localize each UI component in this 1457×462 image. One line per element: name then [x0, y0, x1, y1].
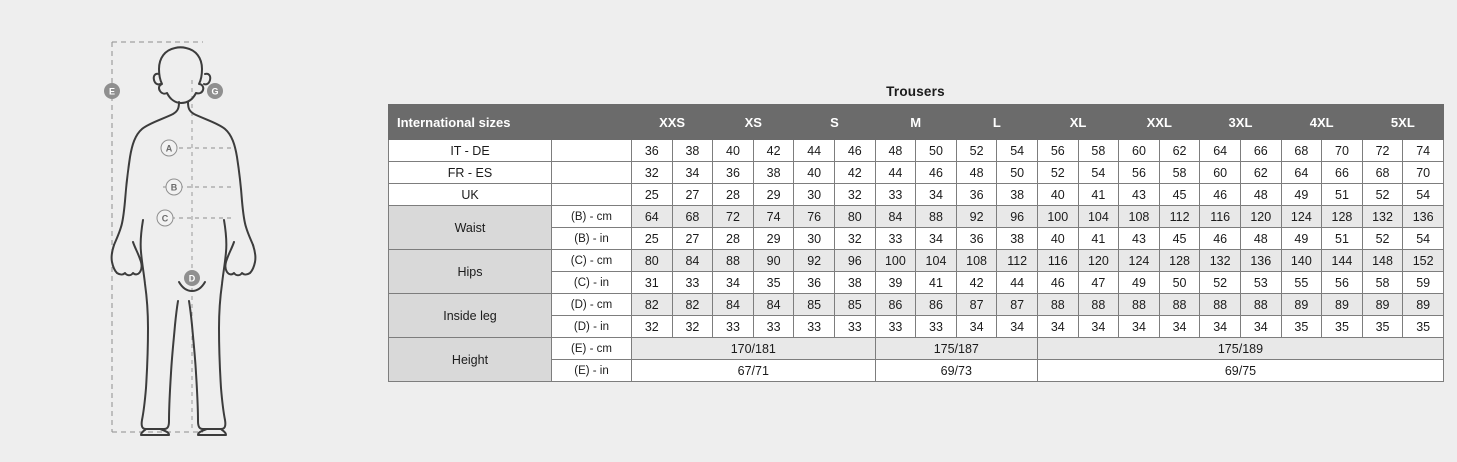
cell: 84 [672, 250, 713, 272]
cell: 52 [1362, 184, 1403, 206]
cell: 38 [834, 272, 875, 294]
cell: 92 [794, 250, 835, 272]
cell: 80 [632, 250, 673, 272]
cell: 48 [1240, 184, 1281, 206]
cell: 33 [875, 316, 916, 338]
cell: 112 [997, 250, 1038, 272]
cell: 49 [1281, 184, 1322, 206]
cell: 44 [794, 140, 835, 162]
marker-G [207, 83, 223, 99]
cell: 104 [1078, 206, 1119, 228]
cell: 52 [1200, 272, 1241, 294]
cell: 100 [1037, 206, 1078, 228]
marker-D [184, 270, 200, 286]
marker-A [161, 140, 177, 156]
header-size-3xl: 3XL [1200, 105, 1281, 140]
cell: 59 [1403, 272, 1444, 294]
cell: 50 [1159, 272, 1200, 294]
cell: 43 [1119, 184, 1160, 206]
cell: 33 [794, 316, 835, 338]
row-sub-inside-leg-in: (D) - in [552, 316, 632, 338]
cell: 55 [1281, 272, 1322, 294]
cell: 34 [672, 162, 713, 184]
header-size-xxs: XXS [632, 105, 713, 140]
cell: 80 [834, 206, 875, 228]
cell: 116 [1037, 250, 1078, 272]
row-label-height: Height [389, 338, 552, 382]
row-label-hips: Hips [389, 250, 552, 294]
cell: 148 [1362, 250, 1403, 272]
cell: 40 [794, 162, 835, 184]
cell: 34 [916, 184, 957, 206]
table-row [389, 140, 1444, 162]
cell: 30 [794, 228, 835, 250]
cell-height-in-group-1: 67/71 [632, 360, 876, 382]
cell: 68 [672, 206, 713, 228]
cell: 41 [1078, 184, 1119, 206]
svg-text:B: B [170, 182, 178, 193]
cell: 27 [672, 228, 713, 250]
cell-height-cm-group-2: 175/187 [875, 338, 1037, 360]
cell: 88 [1240, 294, 1281, 316]
cell: 74 [753, 206, 794, 228]
cell: 52 [1037, 162, 1078, 184]
cell: 112 [1159, 206, 1200, 228]
svg-text:C: C [161, 213, 169, 224]
cell: 40 [1037, 228, 1078, 250]
cell: 36 [713, 162, 754, 184]
cell: 34 [1159, 316, 1200, 338]
cell: 124 [1281, 206, 1322, 228]
header-size-5xl: 5XL [1362, 105, 1443, 140]
table-row [389, 294, 1444, 316]
cell: 84 [875, 206, 916, 228]
cell: 120 [1240, 206, 1281, 228]
cell: 35 [1362, 316, 1403, 338]
cell: 60 [1119, 140, 1160, 162]
cell: 72 [1362, 140, 1403, 162]
header-sub-blank [552, 105, 632, 140]
cell: 49 [1281, 228, 1322, 250]
cell: 36 [956, 228, 997, 250]
cell: 33 [713, 316, 754, 338]
svg-text:D: D [188, 273, 196, 284]
cell: 38 [672, 140, 713, 162]
row-sub-waist-in: (B) - in [552, 228, 632, 250]
cell: 38 [997, 228, 1038, 250]
cell: 68 [1281, 140, 1322, 162]
trousers-size-table [388, 104, 1444, 382]
cell: 140 [1281, 250, 1322, 272]
cell: 46 [834, 140, 875, 162]
cell: 44 [875, 162, 916, 184]
cell: 124 [1119, 250, 1160, 272]
cell: 84 [753, 294, 794, 316]
cell: 92 [956, 206, 997, 228]
cell: 35 [1322, 316, 1363, 338]
cell: 42 [834, 162, 875, 184]
cell: 128 [1159, 250, 1200, 272]
row-label-inside-leg: Inside leg [389, 294, 552, 338]
table-row [389, 206, 1444, 228]
cell: 28 [713, 184, 754, 206]
cell: 88 [1159, 294, 1200, 316]
cell: 152 [1403, 250, 1444, 272]
marker-B [166, 179, 182, 195]
row-label-it-de: IT - DE [389, 140, 552, 162]
cell: 36 [794, 272, 835, 294]
header-size-m: M [875, 105, 956, 140]
cell: 38 [753, 162, 794, 184]
cell: 82 [672, 294, 713, 316]
header-international-sizes: International sizes [389, 105, 552, 140]
cell: 66 [1322, 162, 1363, 184]
table-row [389, 338, 1444, 360]
cell: 89 [1362, 294, 1403, 316]
cell: 32 [632, 162, 673, 184]
cell: 128 [1322, 206, 1363, 228]
cell: 36 [632, 140, 673, 162]
cell: 66 [1240, 140, 1281, 162]
cell: 41 [1078, 228, 1119, 250]
cell: 88 [1037, 294, 1078, 316]
cell: 34 [997, 316, 1038, 338]
cell: 136 [1403, 206, 1444, 228]
cell: 34 [1119, 316, 1160, 338]
header-size-xs: XS [713, 105, 794, 140]
svg-text:E: E [108, 86, 116, 97]
cell: 44 [997, 272, 1038, 294]
cell: 27 [672, 184, 713, 206]
cell: 88 [916, 206, 957, 228]
cell: 132 [1200, 250, 1241, 272]
header-size-xl: XL [1037, 105, 1118, 140]
cell: 136 [1240, 250, 1281, 272]
cell: 25 [632, 228, 673, 250]
cell: 88 [713, 250, 754, 272]
cell: 87 [956, 294, 997, 316]
cell: 34 [1240, 316, 1281, 338]
cell: 90 [753, 250, 794, 272]
cell: 33 [753, 316, 794, 338]
cell: 28 [713, 228, 754, 250]
cell: 29 [753, 228, 794, 250]
cell: 60 [1200, 162, 1241, 184]
header-size-xxl: XXL [1119, 105, 1200, 140]
row-sub-it-de [552, 140, 632, 162]
header-size-l: L [956, 105, 1037, 140]
cell: 58 [1362, 272, 1403, 294]
cell: 38 [997, 184, 1038, 206]
cell: 25 [632, 184, 673, 206]
cell: 34 [1078, 316, 1119, 338]
cell: 86 [875, 294, 916, 316]
cell: 48 [875, 140, 916, 162]
cell: 33 [834, 316, 875, 338]
svg-text:G: G [211, 86, 219, 97]
cell: 35 [1403, 316, 1444, 338]
row-sub-height-in: (E) - in [552, 360, 632, 382]
cell: 89 [1322, 294, 1363, 316]
row-label-fr-es: FR - ES [389, 162, 552, 184]
table-header-row [389, 105, 1444, 140]
cell: 54 [997, 140, 1038, 162]
cell: 34 [1200, 316, 1241, 338]
cell: 87 [997, 294, 1038, 316]
cell: 108 [1119, 206, 1160, 228]
cell: 40 [713, 140, 754, 162]
cell: 33 [672, 272, 713, 294]
table-row [389, 162, 1444, 184]
cell: 54 [1403, 184, 1444, 206]
cell: 120 [1078, 250, 1119, 272]
cell: 132 [1362, 206, 1403, 228]
cell: 72 [713, 206, 754, 228]
body-measurement-figure [75, 20, 375, 450]
cell: 89 [1281, 294, 1322, 316]
row-sub-waist-cm: (B) - cm [552, 206, 632, 228]
row-sub-hips-in: (C) - in [552, 272, 632, 294]
cell: 70 [1403, 162, 1444, 184]
cell: 51 [1322, 184, 1363, 206]
cell: 104 [916, 250, 957, 272]
table-title: Trousers [886, 84, 945, 99]
header-size-s: S [794, 105, 875, 140]
cell: 144 [1322, 250, 1363, 272]
cell-height-cm-group-3: 175/189 [1037, 338, 1443, 360]
cell: 32 [632, 316, 673, 338]
cell: 58 [1159, 162, 1200, 184]
cell: 39 [875, 272, 916, 294]
cell: 42 [956, 272, 997, 294]
cell: 33 [875, 184, 916, 206]
cell: 35 [1281, 316, 1322, 338]
cell: 51 [1322, 228, 1363, 250]
cell: 53 [1240, 272, 1281, 294]
cell: 56 [1037, 140, 1078, 162]
cell: 64 [632, 206, 673, 228]
cell: 33 [916, 316, 957, 338]
size-table-container [388, 84, 1443, 382]
cell: 40 [1037, 184, 1078, 206]
cell: 46 [1200, 228, 1241, 250]
cell-height-in-group-3: 69/75 [1037, 360, 1443, 382]
cell: 48 [1240, 228, 1281, 250]
cell: 86 [916, 294, 957, 316]
cell: 41 [916, 272, 957, 294]
cell: 45 [1159, 228, 1200, 250]
svg-text:A: A [165, 143, 173, 154]
cell: 100 [875, 250, 916, 272]
cell: 88 [1078, 294, 1119, 316]
cell: 34 [713, 272, 754, 294]
row-sub-fr-es [552, 162, 632, 184]
cell: 43 [1119, 228, 1160, 250]
cell: 62 [1240, 162, 1281, 184]
cell: 82 [632, 294, 673, 316]
row-sub-inside-leg-cm: (D) - cm [552, 294, 632, 316]
cell: 46 [1037, 272, 1078, 294]
marker-C [157, 210, 173, 226]
cell: 45 [1159, 184, 1200, 206]
cell: 70 [1322, 140, 1363, 162]
cell: 34 [956, 316, 997, 338]
row-sub-uk [552, 184, 632, 206]
cell: 32 [834, 228, 875, 250]
cell: 54 [1078, 162, 1119, 184]
cell: 58 [1078, 140, 1119, 162]
cell: 50 [916, 140, 957, 162]
cell: 47 [1078, 272, 1119, 294]
cell: 74 [1403, 140, 1444, 162]
cell: 52 [956, 140, 997, 162]
cell: 88 [1119, 294, 1160, 316]
cell: 96 [834, 250, 875, 272]
cell: 116 [1200, 206, 1241, 228]
header-size-4xl: 4XL [1281, 105, 1362, 140]
table-row [389, 184, 1444, 206]
cell-height-cm-group-1: 170/181 [632, 338, 876, 360]
cell: 33 [875, 228, 916, 250]
cell: 62 [1159, 140, 1200, 162]
cell: 85 [834, 294, 875, 316]
cell-height-in-group-2: 69/73 [875, 360, 1037, 382]
cell: 85 [794, 294, 835, 316]
row-label-waist: Waist [389, 206, 552, 250]
cell: 64 [1200, 140, 1241, 162]
cell: 46 [916, 162, 957, 184]
cell: 52 [1362, 228, 1403, 250]
cell: 88 [1200, 294, 1241, 316]
cell: 46 [1200, 184, 1241, 206]
cell: 76 [794, 206, 835, 228]
cell: 64 [1281, 162, 1322, 184]
row-label-uk: UK [389, 184, 552, 206]
cell: 48 [956, 162, 997, 184]
cell: 96 [997, 206, 1038, 228]
cell: 54 [1403, 228, 1444, 250]
cell: 49 [1119, 272, 1160, 294]
table-row [389, 250, 1444, 272]
cell: 32 [834, 184, 875, 206]
cell: 35 [753, 272, 794, 294]
cell: 56 [1119, 162, 1160, 184]
cell: 34 [1037, 316, 1078, 338]
cell: 108 [956, 250, 997, 272]
cell: 34 [916, 228, 957, 250]
cell: 30 [794, 184, 835, 206]
cell: 56 [1322, 272, 1363, 294]
cell: 42 [753, 140, 794, 162]
cell: 36 [956, 184, 997, 206]
cell: 89 [1403, 294, 1444, 316]
cell: 31 [632, 272, 673, 294]
row-sub-hips-cm: (C) - cm [552, 250, 632, 272]
row-sub-height-cm: (E) - cm [552, 338, 632, 360]
cell: 68 [1362, 162, 1403, 184]
cell: 84 [713, 294, 754, 316]
cell: 29 [753, 184, 794, 206]
cell: 50 [997, 162, 1038, 184]
marker-E [104, 83, 120, 99]
cell: 32 [672, 316, 713, 338]
